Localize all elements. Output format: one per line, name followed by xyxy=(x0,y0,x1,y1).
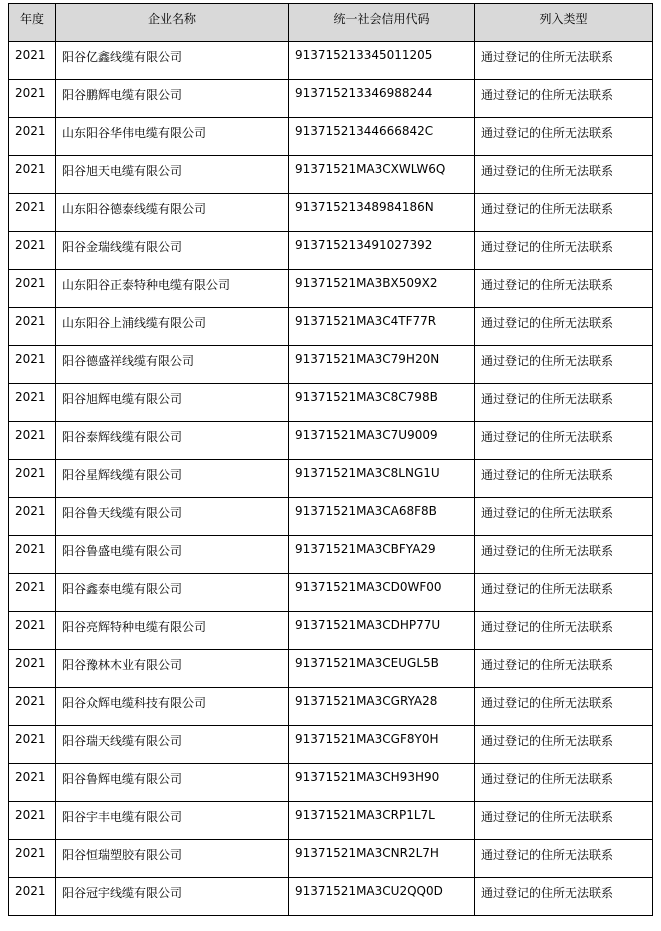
cell-year: 2021 xyxy=(9,878,56,916)
cell-credit-code: 913715213345011205 xyxy=(289,42,475,80)
cell-year: 2021 xyxy=(9,118,56,156)
table-row xyxy=(9,612,653,650)
cell-listing-type: 通过登记的住所无法联系 xyxy=(475,764,653,802)
table-row xyxy=(9,574,653,612)
cell-credit-code: 91371521MA3CA68F8B xyxy=(289,498,475,536)
cell-listing-type: 通过登记的住所无法联系 xyxy=(475,840,653,878)
cell-listing-type: 通过登记的住所无法联系 xyxy=(475,42,653,80)
cell-credit-code: 91371521MA3C79H20N xyxy=(289,346,475,384)
table-row xyxy=(9,688,653,726)
table-row xyxy=(9,802,653,840)
cell-company-name: 阳谷瑞天线缆有限公司 xyxy=(56,726,289,764)
cell-year: 2021 xyxy=(9,42,56,80)
enterprise-list-table-wrapper xyxy=(8,3,652,916)
cell-credit-code: 91371521MA3CBFYA29 xyxy=(289,536,475,574)
cell-company-name: 阳谷宇丰电缆有限公司 xyxy=(56,802,289,840)
cell-credit-code: 91371521MA3CDHP77U xyxy=(289,612,475,650)
cell-credit-code: 91371521MA3CEUGL5B xyxy=(289,650,475,688)
cell-year: 2021 xyxy=(9,156,56,194)
cell-company-name: 阳谷鑫泰电缆有限公司 xyxy=(56,574,289,612)
table-row xyxy=(9,42,653,80)
cell-year: 2021 xyxy=(9,688,56,726)
cell-listing-type: 通过登记的住所无法联系 xyxy=(475,270,653,308)
cell-year: 2021 xyxy=(9,840,56,878)
header-company-name: 企业名称 xyxy=(56,4,289,42)
cell-company-name: 阳谷鲁天线缆有限公司 xyxy=(56,498,289,536)
cell-year: 2021 xyxy=(9,422,56,460)
table-row xyxy=(9,80,653,118)
cell-listing-type: 通过登记的住所无法联系 xyxy=(475,688,653,726)
cell-listing-type: 通过登记的住所无法联系 xyxy=(475,346,653,384)
cell-company-name: 阳谷鲁盛电缆有限公司 xyxy=(56,536,289,574)
cell-year: 2021 xyxy=(9,308,56,346)
cell-company-name: 山东阳谷正泰特种电缆有限公司 xyxy=(56,270,289,308)
cell-company-name: 阳谷亿鑫线缆有限公司 xyxy=(56,42,289,80)
cell-listing-type: 通过登记的住所无法联系 xyxy=(475,194,653,232)
cell-year: 2021 xyxy=(9,384,56,422)
cell-year: 2021 xyxy=(9,536,56,574)
cell-credit-code: 91371521348984186N xyxy=(289,194,475,232)
cell-year: 2021 xyxy=(9,346,56,384)
cell-year: 2021 xyxy=(9,194,56,232)
cell-company-name: 阳谷旭天电缆有限公司 xyxy=(56,156,289,194)
cell-company-name: 阳谷恒瑞塑胶有限公司 xyxy=(56,840,289,878)
cell-year: 2021 xyxy=(9,574,56,612)
header-row xyxy=(9,4,653,42)
cell-listing-type: 通过登记的住所无法联系 xyxy=(475,384,653,422)
enterprise-list-table xyxy=(8,3,653,916)
cell-year: 2021 xyxy=(9,726,56,764)
cell-listing-type: 通过登记的住所无法联系 xyxy=(475,574,653,612)
table-row xyxy=(9,384,653,422)
table-header xyxy=(9,4,653,42)
cell-listing-type: 通过登记的住所无法联系 xyxy=(475,80,653,118)
cell-year: 2021 xyxy=(9,802,56,840)
header-listing-type: 列入类型 xyxy=(475,4,653,42)
table-row xyxy=(9,460,653,498)
cell-listing-type: 通过登记的住所无法联系 xyxy=(475,422,653,460)
cell-year: 2021 xyxy=(9,80,56,118)
cell-company-name: 阳谷鲁辉电缆有限公司 xyxy=(56,764,289,802)
cell-credit-code: 91371521MA3CU2QQ0D xyxy=(289,878,475,916)
table-row xyxy=(9,498,653,536)
cell-credit-code: 91371521MA3BX509X2 xyxy=(289,270,475,308)
cell-credit-code: 91371521MA3C7U9009 xyxy=(289,422,475,460)
cell-credit-code: 913715213346988244 xyxy=(289,80,475,118)
table-row xyxy=(9,840,653,878)
table-row xyxy=(9,232,653,270)
cell-listing-type: 通过登记的住所无法联系 xyxy=(475,118,653,156)
table-row xyxy=(9,308,653,346)
header-credit-code: 统一社会信用代码 xyxy=(289,4,475,42)
cell-credit-code: 913715213491027392 xyxy=(289,232,475,270)
table-row xyxy=(9,536,653,574)
cell-company-name: 阳谷冠宇线缆有限公司 xyxy=(56,878,289,916)
cell-listing-type: 通过登记的住所无法联系 xyxy=(475,308,653,346)
cell-credit-code: 91371521MA3CD0WF00 xyxy=(289,574,475,612)
cell-listing-type: 通过登记的住所无法联系 xyxy=(475,612,653,650)
cell-listing-type: 通过登记的住所无法联系 xyxy=(475,878,653,916)
table-row xyxy=(9,726,653,764)
cell-listing-type: 通过登记的住所无法联系 xyxy=(475,460,653,498)
cell-year: 2021 xyxy=(9,764,56,802)
cell-credit-code: 91371521MA3C4TF77R xyxy=(289,308,475,346)
cell-listing-type: 通过登记的住所无法联系 xyxy=(475,802,653,840)
cell-credit-code: 91371521MA3CH93H90 xyxy=(289,764,475,802)
cell-credit-code: 91371521MA3C8LNG1U xyxy=(289,460,475,498)
cell-company-name: 阳谷泰辉线缆有限公司 xyxy=(56,422,289,460)
table-row xyxy=(9,878,653,916)
cell-company-name: 阳谷众辉电缆科技有限公司 xyxy=(56,688,289,726)
table-row xyxy=(9,118,653,156)
table-row xyxy=(9,422,653,460)
cell-year: 2021 xyxy=(9,612,56,650)
cell-credit-code: 91371521MA3CRP1L7L xyxy=(289,802,475,840)
cell-credit-code: 91371521MA3CNR2L7H xyxy=(289,840,475,878)
cell-year: 2021 xyxy=(9,270,56,308)
cell-company-name: 阳谷旭辉电缆有限公司 xyxy=(56,384,289,422)
table-body xyxy=(9,42,653,916)
cell-listing-type: 通过登记的住所无法联系 xyxy=(475,650,653,688)
cell-listing-type: 通过登记的住所无法联系 xyxy=(475,156,653,194)
cell-company-name: 阳谷亮辉特种电缆有限公司 xyxy=(56,612,289,650)
cell-credit-code: 91371521MA3C8C798B xyxy=(289,384,475,422)
cell-listing-type: 通过登记的住所无法联系 xyxy=(475,726,653,764)
cell-listing-type: 通过登记的住所无法联系 xyxy=(475,536,653,574)
header-year: 年度 xyxy=(9,4,56,42)
cell-listing-type: 通过登记的住所无法联系 xyxy=(475,498,653,536)
cell-company-name: 阳谷德盛祥线缆有限公司 xyxy=(56,346,289,384)
cell-credit-code: 91371521MA3CGRYA28 xyxy=(289,688,475,726)
cell-company-name: 山东阳谷上浦线缆有限公司 xyxy=(56,308,289,346)
table-row xyxy=(9,194,653,232)
cell-listing-type: 通过登记的住所无法联系 xyxy=(475,232,653,270)
cell-credit-code: 91371521MA3CGF8Y0H xyxy=(289,726,475,764)
cell-credit-code: 91371521MA3CXWLW6Q xyxy=(289,156,475,194)
cell-year: 2021 xyxy=(9,498,56,536)
cell-company-name: 山东阳谷德泰线缆有限公司 xyxy=(56,194,289,232)
cell-company-name: 阳谷鹏辉电缆有限公司 xyxy=(56,80,289,118)
table-row xyxy=(9,270,653,308)
table-row xyxy=(9,156,653,194)
table-row xyxy=(9,650,653,688)
cell-company-name: 阳谷星辉线缆有限公司 xyxy=(56,460,289,498)
cell-year: 2021 xyxy=(9,460,56,498)
cell-credit-code: 91371521344666842C xyxy=(289,118,475,156)
cell-year: 2021 xyxy=(9,232,56,270)
cell-company-name: 山东阳谷华伟电缆有限公司 xyxy=(56,118,289,156)
cell-year: 2021 xyxy=(9,650,56,688)
cell-company-name: 阳谷豫林木业有限公司 xyxy=(56,650,289,688)
table-row xyxy=(9,764,653,802)
cell-company-name: 阳谷金瑞线缆有限公司 xyxy=(56,232,289,270)
table-row xyxy=(9,346,653,384)
